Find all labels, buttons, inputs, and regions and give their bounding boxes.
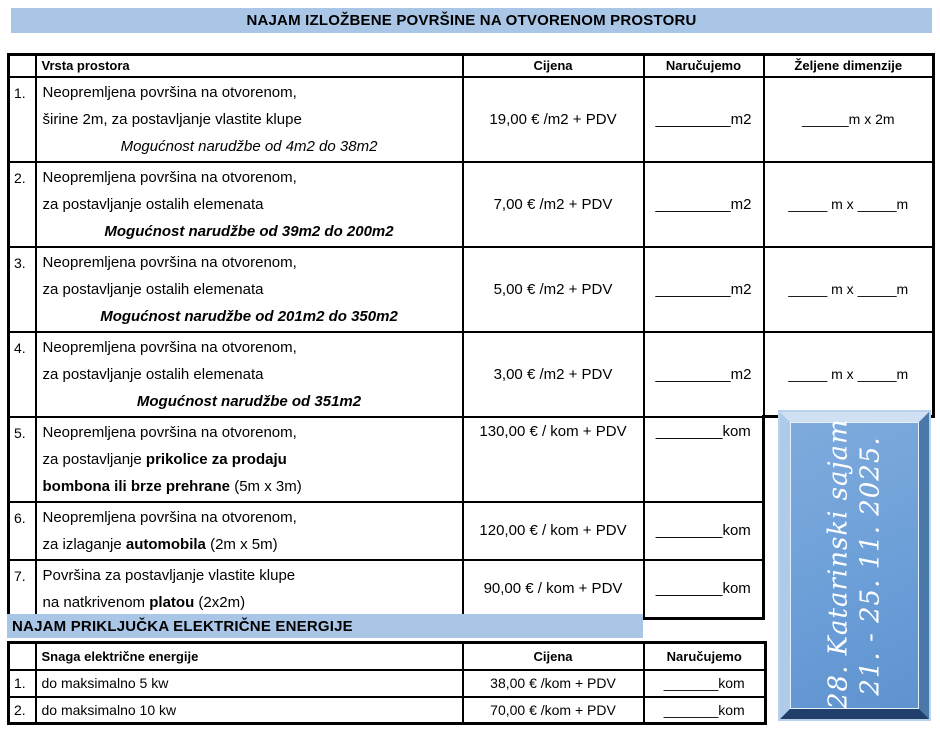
price-cell: 70,00 € /kom + PDV	[463, 697, 644, 724]
description-line	[43, 589, 456, 616]
row-number: 2.	[9, 697, 36, 724]
order-quantity-blank[interactable]: _______kom	[644, 670, 766, 697]
electric-table-header-row	[9, 643, 766, 670]
text-segment: Neopremljena površina na otvorenom,	[42, 253, 297, 271]
electric-title-bar	[7, 614, 643, 638]
price-cell: 90,00 € / kom + PDV	[463, 560, 644, 619]
description-line	[43, 473, 456, 500]
text-segment: prikolice za prodaju	[145, 450, 287, 468]
description-line	[43, 218, 456, 245]
space-description	[36, 417, 463, 502]
text-segment: Neopremljena površina na otvorenom,	[42, 423, 297, 441]
row-number: 1.	[9, 77, 36, 162]
header-num	[9, 643, 36, 670]
dimensions-blank[interactable]: _____ m x _____m	[764, 162, 934, 247]
space-description	[36, 247, 463, 332]
space-table-header-row	[9, 55, 934, 77]
description-line	[43, 79, 456, 106]
header-zeljene-dimenzije: Željene dimenzije	[764, 55, 934, 77]
text-segment: na natkrivenom	[42, 593, 150, 611]
main-title: NAJAM IZLOŽBENE POVRŠINE NA OTVORENOM PROSTORU	[246, 12, 697, 29]
row-number: 2.	[9, 162, 36, 247]
order-quantity-blank[interactable]: _________m2	[644, 77, 764, 162]
fair-banner-face	[790, 417, 919, 709]
power-description: do maksimalno 10 kw	[36, 697, 463, 724]
text-segment: Neopremljena površina na otvorenom,	[42, 338, 297, 356]
main-title-bar	[11, 8, 932, 33]
text-segment: automobila	[125, 535, 206, 553]
text-segment: za postavljanje	[42, 450, 146, 468]
description-line	[43, 446, 456, 473]
description-line	[43, 191, 456, 218]
description-line	[43, 334, 456, 361]
description-line	[43, 361, 456, 388]
table-row	[9, 670, 766, 697]
table-row	[9, 332, 934, 417]
description-line	[43, 164, 456, 191]
text-segment: bombona ili brze prehrane	[42, 477, 231, 495]
text-segment: (2x2m)	[194, 593, 246, 611]
price-cell: 38,00 € /kom + PDV	[463, 670, 644, 697]
table-row	[9, 162, 934, 247]
space-description	[36, 162, 463, 247]
price-cell: 120,00 € / kom + PDV	[463, 502, 644, 560]
table-row	[9, 247, 934, 332]
description-line	[43, 562, 456, 589]
text-segment: Neopremljena površina na otvorenom,	[42, 168, 297, 186]
row-number: 1.	[9, 670, 36, 697]
header-cijena: Cijena	[463, 55, 644, 77]
dimensions-blank[interactable]: ______m x 2m	[764, 77, 934, 162]
header-narucujemo: Naručujemo	[644, 55, 764, 77]
header-cijena: Cijena	[463, 643, 644, 670]
row-number: 5.	[9, 417, 36, 502]
space-description	[36, 332, 463, 417]
description-line	[43, 419, 456, 446]
description-line	[43, 133, 456, 160]
description-line	[43, 504, 456, 531]
text-segment: za postavljanje ostalih elemenata	[42, 280, 264, 298]
fair-name: 28. Katarinski sajam	[822, 417, 853, 709]
text-segment: za izlaganje	[42, 535, 126, 553]
row-number: 6.	[9, 502, 36, 560]
electric-rental-table	[7, 641, 767, 725]
text-segment: (2m x 5m)	[205, 535, 278, 553]
text-segment: za postavljanje ostalih elemenata	[42, 195, 264, 213]
fair-dates: 21. - 25. 11. 2025.	[854, 435, 885, 696]
header-narucujemo: Naručujemo	[644, 643, 766, 670]
description-line	[43, 249, 456, 276]
header-num	[9, 55, 36, 77]
text-segment: Mogućnost narudžbe od 39m2 do 200m2	[104, 222, 394, 240]
text-segment: za postavljanje ostalih elemenata	[42, 365, 264, 383]
header-vrsta-prostora: Vrsta prostora	[36, 55, 463, 77]
text-segment: Površina za postavljanje vlastite klupe	[42, 566, 296, 584]
space-description	[36, 77, 463, 162]
dimensions-blank[interactable]: _____ m x _____m	[764, 332, 934, 417]
fair-banner-text	[822, 417, 886, 709]
text-segment: Mogućnost narudžbe od 201m2 do 350m2	[100, 307, 398, 325]
description-line	[43, 106, 456, 133]
order-quantity-blank[interactable]: ________kom	[644, 417, 764, 502]
price-cell: 3,00 € /m2 + PDV	[463, 332, 644, 417]
header-snaga: Snaga električne energije	[36, 643, 463, 670]
row-number: 3.	[9, 247, 36, 332]
table-row	[9, 697, 766, 724]
description-line	[43, 531, 456, 558]
order-quantity-blank[interactable]: _________m2	[644, 247, 764, 332]
text-segment: platou	[149, 593, 195, 611]
row-number: 7.	[9, 560, 36, 619]
space-description	[36, 502, 463, 560]
dimensions-blank[interactable]: _____ m x _____m	[764, 247, 934, 332]
price-cell: 130,00 € / kom + PDV	[463, 417, 644, 502]
order-quantity-blank[interactable]: ________kom	[644, 502, 764, 560]
table-row	[9, 77, 934, 162]
electric-title: NAJAM PRIKLJUČKA ELEKTRIČNE ENERGIJE	[12, 617, 353, 635]
row-number: 4.	[9, 332, 36, 417]
fair-banner	[780, 412, 929, 719]
text-segment: Mogućnost narudžbe od 351m2	[136, 392, 362, 410]
text-segment: širine 2m, za postavljanje vlastite klupe	[42, 110, 302, 128]
order-quantity-blank[interactable]: _________m2	[644, 162, 764, 247]
power-description: do maksimalno 5 kw	[36, 670, 463, 697]
price-cell: 19,00 € /m2 + PDV	[463, 77, 644, 162]
price-cell: 5,00 € /m2 + PDV	[463, 247, 644, 332]
order-quantity-blank[interactable]: _________m2	[644, 332, 764, 417]
text-segment: Neopremljena površina na otvorenom,	[42, 508, 297, 526]
text-segment: Mogućnost narudžbe od 4m2 do 38m2	[120, 137, 378, 155]
description-line	[43, 276, 456, 303]
description-line	[43, 388, 456, 415]
space-description	[36, 560, 463, 619]
order-quantity-blank[interactable]: _______kom	[644, 697, 766, 724]
price-cell: 7,00 € /m2 + PDV	[463, 162, 644, 247]
text-segment: (5m x 3m)	[230, 477, 302, 495]
text-segment: Neopremljena površina na otvorenom,	[42, 83, 297, 101]
order-quantity-blank[interactable]: ________kom	[644, 560, 764, 619]
description-line	[43, 303, 456, 330]
